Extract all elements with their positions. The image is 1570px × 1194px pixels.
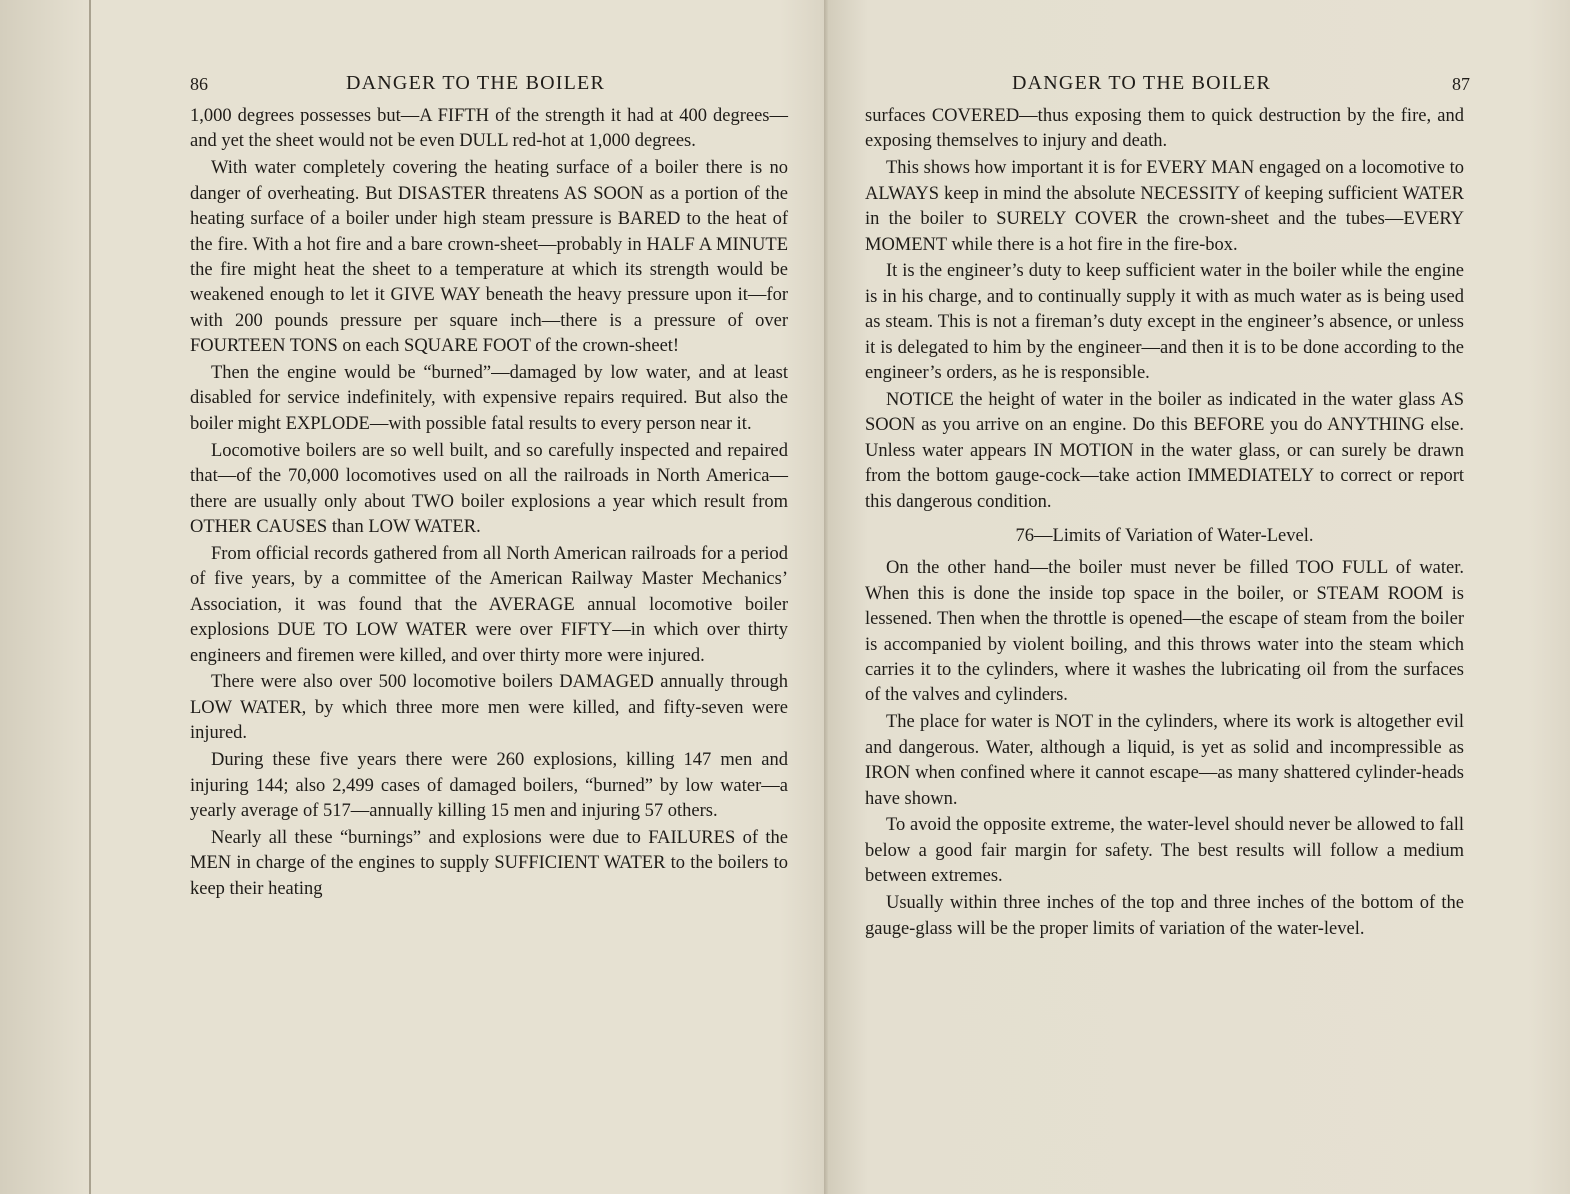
paragraph: Locomotive boilers are so well built, and so carefully inspected and repaired that—of the 70,000 locomotives used on all the railroads in North America—there are usually only about TWO boiler explosions a year which result from OTHER CAUSES than LOW WATER. — [190, 440, 788, 537]
paragraph: Then the engine would be “burned”—damaged by low water, and at least disabled for service indefinitely, with expensive repairs required. But also the boiler might EXPLODE—with possible fatal results to every person near it. — [190, 363, 788, 434]
page-number: 86 — [190, 74, 208, 94]
paragraph: surfaces COVERED—thus exposing them to quick destruction by the fire, and exposing themselves to injury and death. — [865, 106, 1464, 152]
paragraph: From official records gathered from all North American railroads for a period of five years, by a committee of the American Railway Master Mechanics’ Association, it was found that the AVERAGE annual locomotive boiler explosions DUE TO LOW WATER were over FIFTY—in which over thirty engineers and firemen were killed, and over thirty more were injured. — [190, 543, 788, 666]
paragraph: NOTICE the height of water in the boiler as indicated in the water glass AS SOON as you arrive on an engine. Do this BEFORE you do ANYTHING else. Unless water appears IN MOTION in the water glass, or can surely be drawn from the bottom gauge-cock—take action IMMEDIATELY to correct or report this dangerous condition. — [865, 389, 1464, 512]
running-title: DANGER TO THE BOILER — [1012, 72, 1271, 94]
paragraph: The place for water is NOT in the cylinders, where its work is altogether evil and dangerous. Water, although a liquid, is yet as solid and incompressible as IRON when confined where it cannot escape—as many shattered cylinder-heads have shown. — [865, 712, 1464, 809]
left-running-header — [190, 72, 788, 100]
paragraph: It is the engineer’s duty to keep sufficient water in the boiler while the engine is in his charge, and to continually supply it with as much water as is being used as steam. This is not a fireman’s duty except in the engineer’s absence, or unless it is delegated to him by the engineer—and then it is to be done according to the engineer’s orders, as he is responsible. — [865, 261, 1464, 384]
paragraph: Nearly all these “burnings” and explosions were due to FAILURES of the MEN in charge of the engines to supply SUFFICIENT WATER to the boilers to keep their heating — [190, 827, 788, 899]
paragraph: Usually within three inches of the top and three inches of the bottom of the gauge-glass will be the proper limits of variation of the water-level. — [865, 893, 1464, 939]
right-body-text — [865, 104, 1464, 944]
running-title: DANGER TO THE BOILER — [346, 72, 605, 94]
right-running-header — [858, 72, 1470, 100]
paragraph: With water completely covering the heating surface of a boiler there is no danger of overheating. But DISASTER threatens AS SOON as a portion of the heating surface of a boiler under high steam pressure is BARED to the heat of the fire. With a hot fire and a bare crown-sheet—probably in HALF A MINUTE the fire might heat the sheet to a temperature at which its strength would be weakened enough to let it GIVE WAY beneath the heavy pressure upon it—for with 200 pounds pressure per square inch—there is a pressure of over FOURTEEN TONS on each SQUARE FOOT of the crown-sheet! — [190, 158, 788, 357]
paragraph: There were also over 500 locomotive boilers DAMAGED annually through LOW WATER, by which three more men were killed, and fifty-seven were injured. — [190, 672, 788, 744]
paragraph: This shows how important it is for EVERY MAN engaged on a locomotive to ALWAYS keep in mind the absolute NECESSITY of keeping sufficient WATER in the boiler to SURELY COVER the crown-sheet and the tubes—EVERY MOMENT while there is a hot fire in the fire-box. — [865, 158, 1464, 255]
right-page — [828, 0, 1570, 1194]
section-heading: 76—Limits of Variation of Water-Level. — [1015, 526, 1314, 546]
paragraph: 1,000 degrees possesses but—A FIFTH of the strength it had at 400 degrees—and yet the sheet would not be even DULL red-hot at 1,000 degrees. — [190, 106, 788, 152]
paragraph: On the other hand—the boiler must never be filled TOO FULL of water. When this is done the inside top space in the boiler, or STEAM ROOM is lessened. Then when the throttle is opened—the escape of steam from the boiler is accompanied by violent boiling, and this throws water into the steam which carries it to the cylinders, where it washes the lubricating oil from the surfaces of the valves and cylinders. — [865, 558, 1464, 706]
page-number: 87 — [1452, 74, 1470, 94]
page-edge — [89, 0, 91, 1194]
left-body-text — [190, 104, 788, 904]
paragraph: To avoid the opposite extreme, the water-level should never be allowed to fall below a good fair margin for safety. The best results will follow a medium between extremes. — [865, 815, 1464, 887]
paragraph: During these five years there were 260 explosions, killing 147 men and injuring 144; also 2,499 cases of damaged boilers, “burned” by low water—a yearly average of 517—annually killing 15 men and injuring 57 others. — [190, 750, 788, 821]
